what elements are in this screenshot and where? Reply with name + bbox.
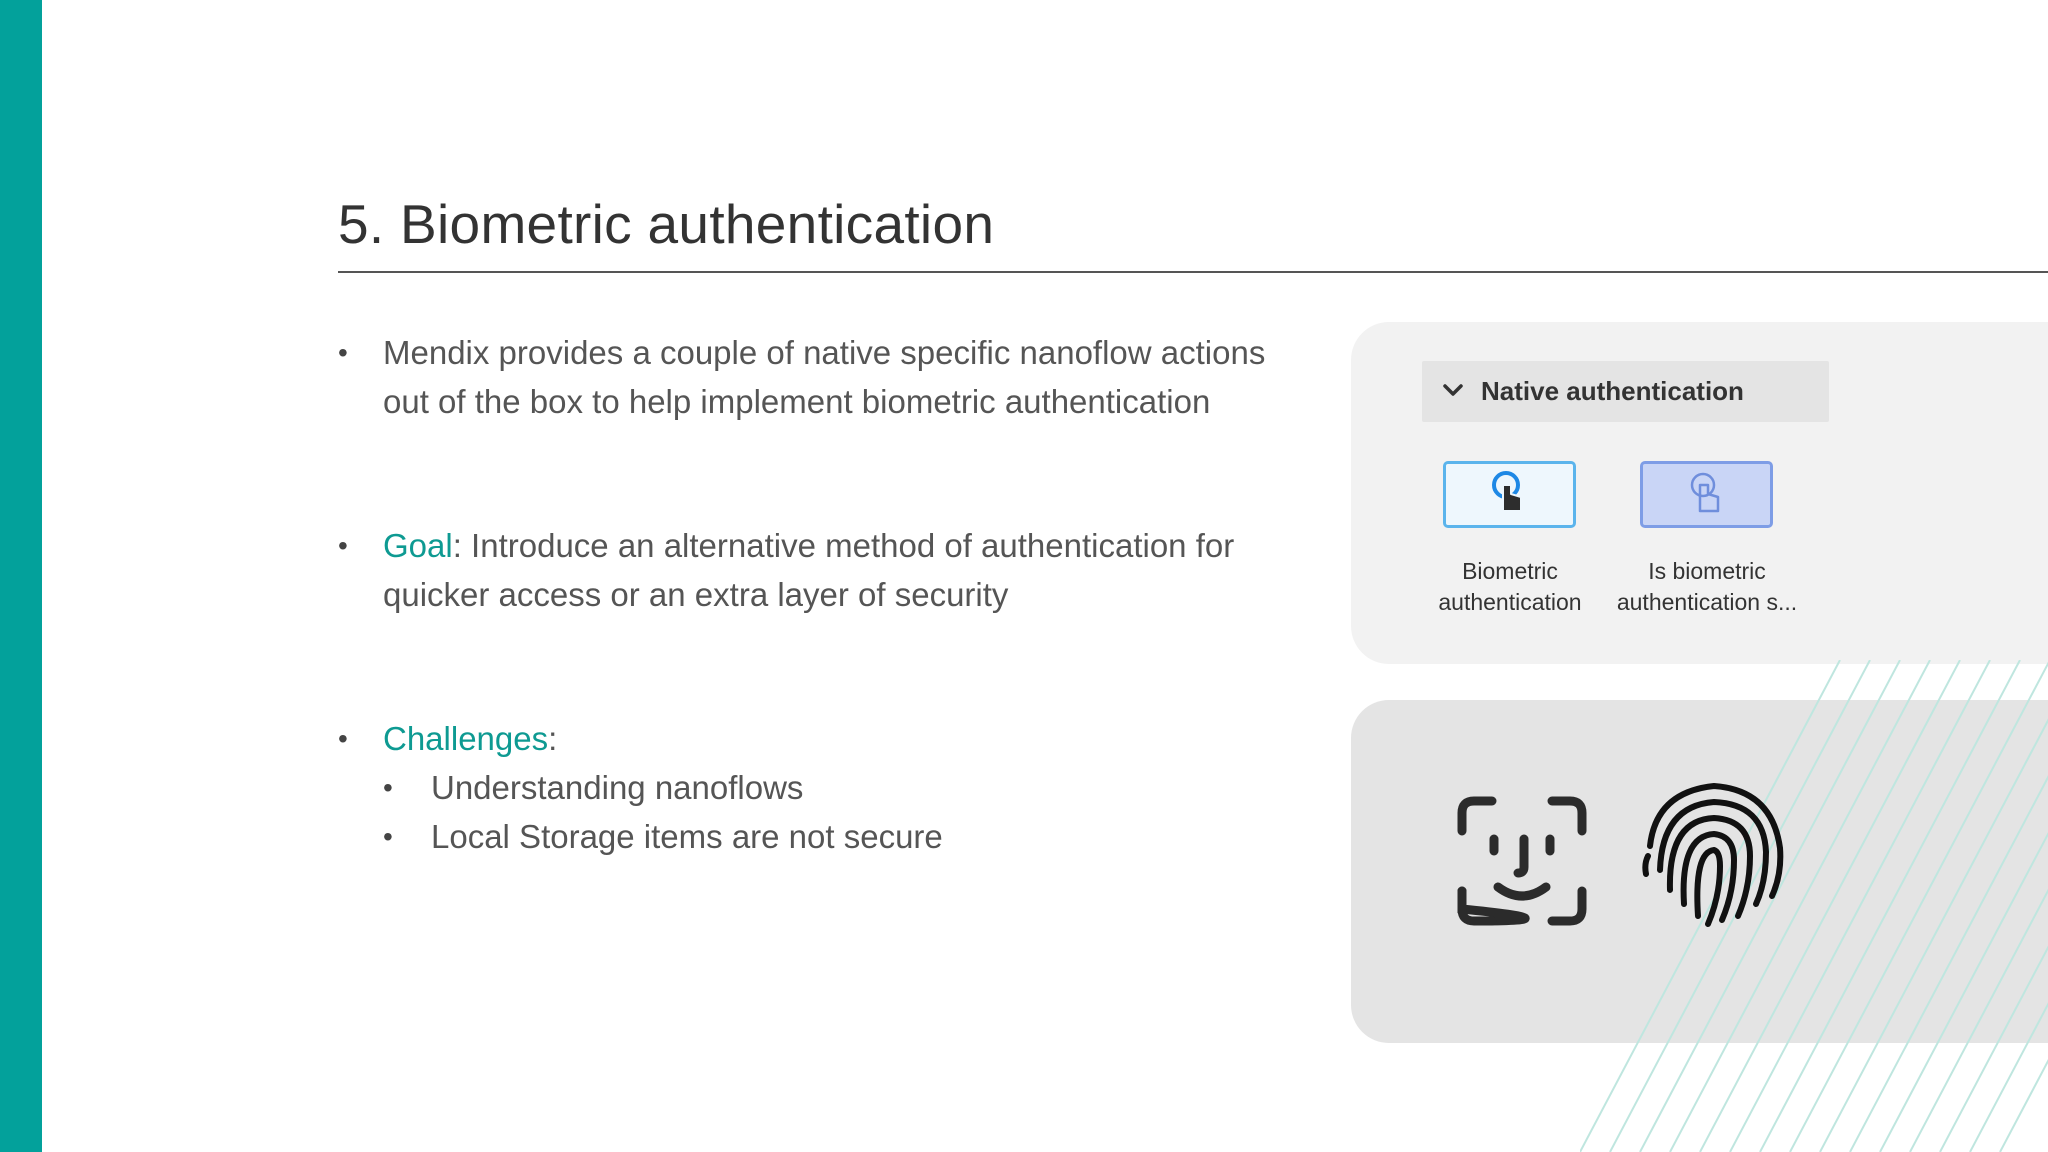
is-biometric-authentication-supported-action[interactable] [1640,461,1773,528]
accent-bar [0,0,42,1152]
biometric-authentication-action[interactable] [1443,461,1576,528]
bullet-dot: • [338,530,348,561]
bullet-highlight-goal: Goal [383,527,453,564]
bullet-mendix-actions [338,328,1278,426]
title-divider [338,271,2048,273]
touch-icon [1686,471,1728,519]
bullet-list [338,328,1278,861]
bullet-challenges [338,714,1278,763]
slide-title: 5. Biometric authentication [338,193,995,255]
bullet-text: : Introduce an alternative method of authentication for quicker access or an extra layer of security [383,527,1235,613]
bullet-text: Mendix provides a couple of native specific nanoflow actions out of the box to help implement biometric authentication [383,334,1266,420]
bullet-dot: • [338,723,348,754]
touch-icon [1489,471,1531,519]
bullet-text: : [548,720,558,757]
sub-bullet-nanoflows [338,763,1278,812]
bullet-dot: • [383,772,393,803]
native-authentication-section-header[interactable] [1422,361,1829,422]
chevron-down-icon [1438,376,1468,406]
face-id-icon [1456,795,1588,927]
bullet-dot: • [383,821,393,852]
sub-bullet-local-storage [338,812,1278,861]
bullet-dot: • [338,337,348,368]
bullet-highlight-challenges: Challenges [383,720,549,757]
sub-bullet-text: Local Storage items are not secure [431,818,943,855]
fingerprint-icon [1638,778,1788,928]
section-label: Native authentication [1481,376,1744,406]
action-caption: Is biometric authentication s... [1616,558,1798,615]
bullet-goal [338,521,1278,619]
action-caption: Biometric authentication [1438,558,1582,615]
sub-bullet-text: Understanding nanoflows [431,769,804,806]
